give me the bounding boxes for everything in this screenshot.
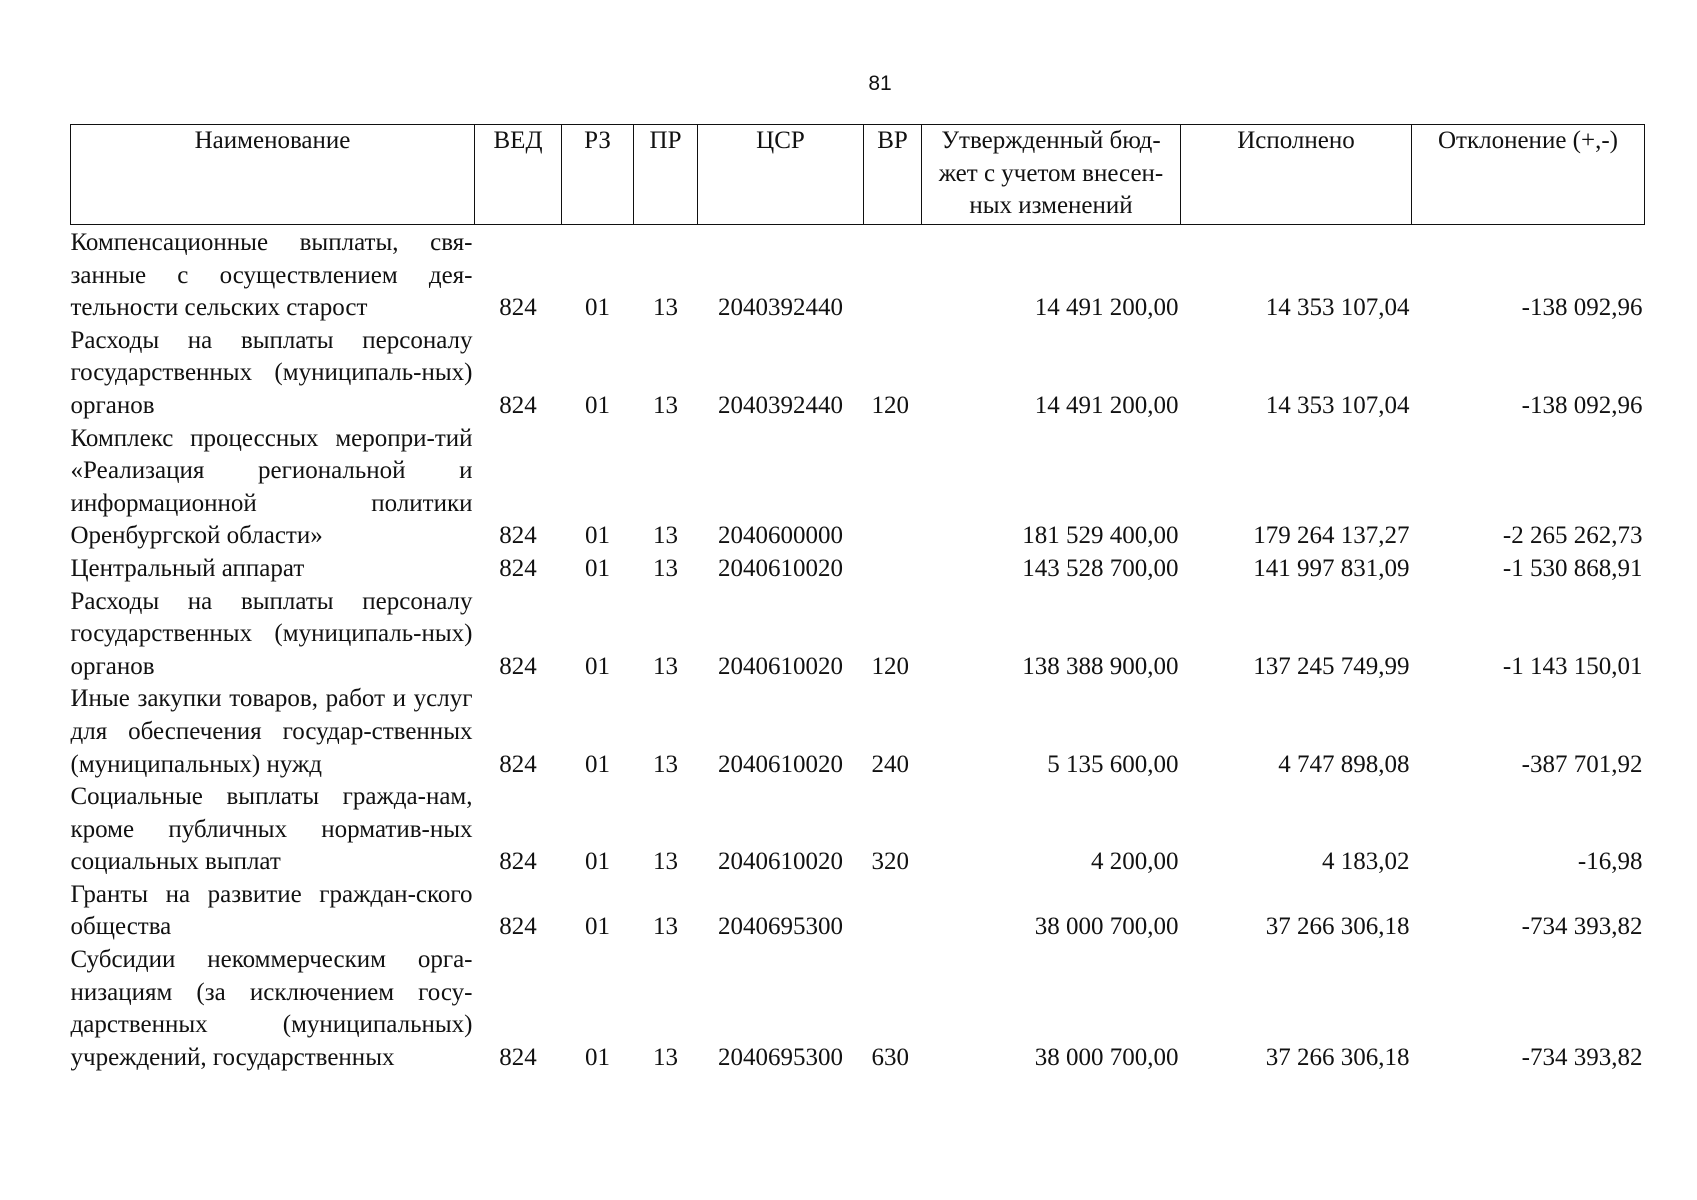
cell-approved: 14 491 200,00 — [1034, 294, 1179, 322]
cell-executed: 4 747 898,08 — [1278, 750, 1410, 778]
cell-pr: 13 — [653, 652, 678, 680]
cell-vr: 630 — [871, 1043, 909, 1071]
cell-vr: 240 — [871, 750, 909, 778]
cell-executed: 37 266 306,18 — [1265, 1043, 1410, 1071]
cell-csr: 2040610020 — [718, 848, 843, 876]
cell-executed: 37 266 306,18 — [1265, 913, 1410, 941]
cell-deviation: -1 143 150,01 — [1502, 652, 1643, 680]
table-row — [71, 781, 1645, 879]
cell-rz: 01 — [585, 750, 610, 778]
cell-pr: 13 — [653, 1043, 678, 1071]
cell-ved: 824 — [499, 913, 537, 941]
cell-name: Иные закупки товаров, работ и услуг для обеспечения государ-ственных (муниципальных) нужд — [70, 685, 473, 778]
cell-rz: 01 — [585, 913, 610, 941]
cell-name: Расходы на выплаты персоналу государственных (муниципаль-ных) органов — [70, 587, 473, 680]
cell-pr: 13 — [653, 391, 678, 419]
cell-executed: 14 353 107,04 — [1265, 294, 1410, 322]
cell-pr: 13 — [653, 522, 678, 550]
cell-rz: 01 — [585, 522, 610, 550]
cell-name: Центральный аппарат — [70, 554, 305, 582]
cell-ved: 824 — [499, 294, 537, 322]
cell-ved: 824 — [499, 750, 537, 778]
cell-pr: 13 — [653, 294, 678, 322]
cell-csr: 2040392440 — [718, 294, 843, 322]
table-row — [71, 879, 1645, 944]
cell-name: Субсидии некоммерческим орга-низациям (за исключением госу-дарственных (муниципальных) учреждений, государственных — [70, 946, 473, 1071]
header-rz: РЗ — [562, 125, 634, 225]
header-deviation: Отклонение (+,-) — [1412, 125, 1645, 225]
cell-csr: 2040610020 — [718, 554, 843, 582]
cell-deviation: -138 092,96 — [1521, 391, 1643, 419]
table-row — [71, 225, 1645, 325]
cell-rz: 01 — [585, 848, 610, 876]
cell-deviation: -387 701,92 — [1521, 750, 1643, 778]
cell-pr: 13 — [653, 913, 678, 941]
cell-rz: 01 — [585, 554, 610, 582]
cell-vr: 320 — [871, 848, 909, 876]
cell-name: Социальные выплаты гражда-нам, кроме публичных норматив-ных социальных выплат — [70, 783, 473, 876]
cell-csr: 2040600000 — [718, 522, 843, 550]
cell-ved: 824 — [499, 652, 537, 680]
cell-executed: 137 245 749,99 — [1253, 652, 1410, 680]
cell-executed: 4 183,02 — [1322, 848, 1410, 876]
cell-vr — [864, 553, 922, 586]
cell-ved: 824 — [499, 554, 537, 582]
cell-rz: 01 — [585, 294, 610, 322]
page-number: 81 — [868, 72, 892, 95]
table-row — [71, 683, 1645, 781]
cell-deviation: -734 393,82 — [1521, 1043, 1643, 1071]
cell-approved: 5 135 600,00 — [1047, 750, 1179, 778]
cell-deviation: -1 530 868,91 — [1502, 554, 1643, 582]
cell-ved: 824 — [499, 848, 537, 876]
budget-table — [70, 124, 1645, 1074]
cell-name: Расходы на выплаты персоналу государственных (муниципаль-ных) органов — [70, 326, 473, 419]
table-row — [71, 944, 1645, 1074]
cell-ved: 824 — [499, 391, 537, 419]
cell-approved: 14 491 200,00 — [1034, 391, 1179, 419]
cell-pr: 13 — [653, 554, 678, 582]
header-ved: ВЕД — [475, 125, 562, 225]
table-row — [71, 553, 1645, 586]
cell-name: Гранты на развитие граждан-ского общества — [70, 880, 473, 941]
table-header — [71, 125, 1645, 225]
table-body — [71, 225, 1645, 1075]
cell-csr: 2040695300 — [718, 913, 843, 941]
cell-approved: 143 528 700,00 — [1022, 554, 1179, 582]
cell-csr: 2040392440 — [718, 391, 843, 419]
cell-deviation: -734 393,82 — [1521, 913, 1643, 941]
cell-deviation: -16,98 — [1577, 848, 1643, 876]
cell-vr — [864, 879, 922, 944]
cell-executed: 141 997 831,09 — [1253, 554, 1410, 582]
cell-ved: 824 — [499, 522, 537, 550]
cell-deviation: -138 092,96 — [1521, 294, 1643, 322]
cell-approved: 38 000 700,00 — [1034, 1043, 1179, 1071]
cell-vr: 120 — [871, 652, 909, 680]
cell-csr: 2040610020 — [718, 750, 843, 778]
header-approved-budget: Утвержденный бюд-жет с учетом внесен-ных изменений — [922, 125, 1181, 225]
table-row — [71, 586, 1645, 684]
cell-approved: 138 388 900,00 — [1022, 652, 1179, 680]
cell-csr: 2040610020 — [718, 652, 843, 680]
cell-executed: 179 264 137,27 — [1253, 522, 1410, 550]
header-csr: ЦСР — [698, 125, 864, 225]
header-name: Наименование — [71, 125, 475, 225]
cell-rz: 01 — [585, 1043, 610, 1071]
cell-deviation: -2 265 262,73 — [1502, 522, 1643, 550]
cell-approved: 4 200,00 — [1091, 848, 1179, 876]
cell-approved: 38 000 700,00 — [1034, 913, 1179, 941]
cell-executed: 14 353 107,04 — [1265, 391, 1410, 419]
header-pr: ПР — [634, 125, 698, 225]
header-executed: Исполнено — [1181, 125, 1412, 225]
cell-name: Комплекс процессных меропри-тий «Реализация региональной и информационной политики Оренбургской области» — [70, 424, 473, 550]
cell-vr: 120 — [871, 391, 909, 419]
header-vr: ВР — [864, 125, 922, 225]
cell-csr: 2040695300 — [718, 1043, 843, 1071]
table-row — [71, 423, 1645, 553]
cell-vr — [864, 423, 922, 553]
cell-rz: 01 — [585, 391, 610, 419]
cell-name: Компенсационные выплаты, свя-занные с осуществлением дея-тельности сельских старост — [70, 229, 473, 322]
table-row — [71, 325, 1645, 423]
cell-pr: 13 — [653, 750, 678, 778]
cell-ved: 824 — [499, 1043, 537, 1071]
cell-rz: 01 — [585, 652, 610, 680]
cell-pr: 13 — [653, 848, 678, 876]
cell-vr — [864, 225, 922, 325]
cell-approved: 181 529 400,00 — [1022, 522, 1179, 550]
